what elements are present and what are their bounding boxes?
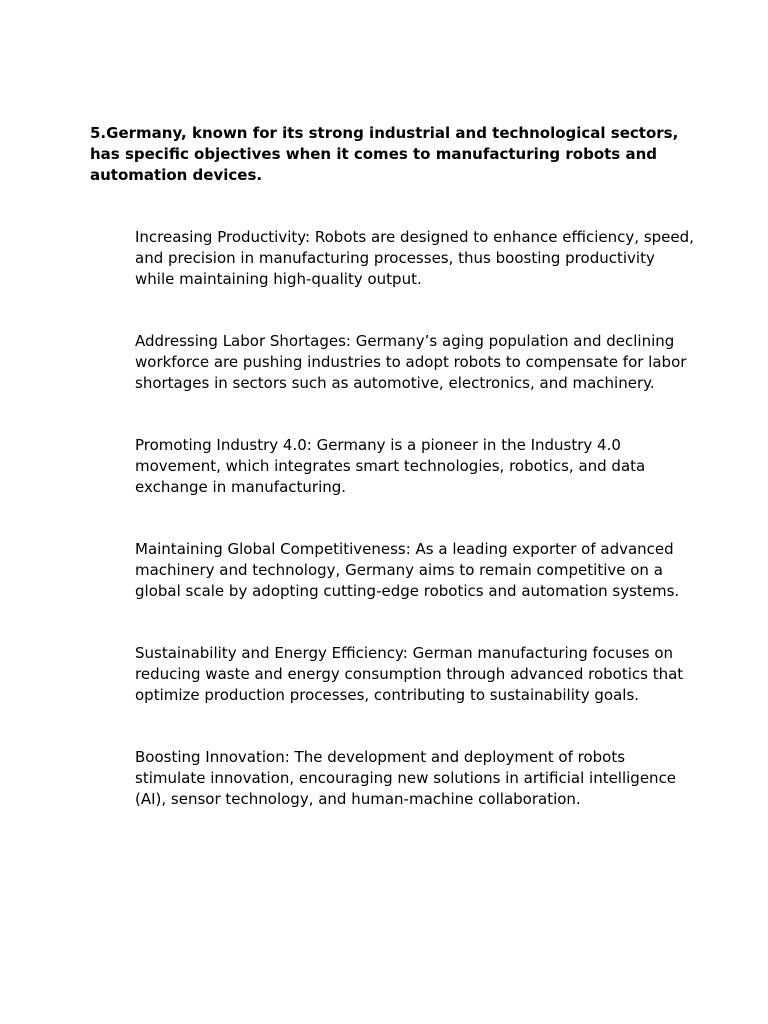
objective-item: Addressing Labor Shortages: Germany’s aging population and declining workforce are pushing industries to adopt robots to compensate for labor shortages in sectors such as automotive, electronics, and machinery.: [135, 332, 687, 392]
objective-item: Increasing Productivity: Robots are designed to enhance efficiency, speed, and precision in manufacturing processes, thus boosting productivity while maintaining high-quality output.: [135, 228, 694, 288]
objective-item: Boosting Innovation: The development and deployment of robots stimulate innovation, encouraging new solutions in artificial intelligence (AI), sensor technology, and human-machine collaboration.: [135, 748, 677, 808]
objective-item: Sustainability and Energy Efficiency: German manufacturing focuses on reducing waste and energy consumption through advanced robotics that optimize production processes, contributing to sustainability goals.: [135, 644, 684, 704]
objective-item: Maintaining Global Competitiveness: As a leading exporter of advanced machinery and technology, Germany aims to remain competitive on a global scale by adopting cutting-edge robotics and automation systems.: [135, 540, 680, 600]
section-heading: 5.Germany, known for its strong industrial and technological sectors, has specific objectives when it comes to manufacturing robots and automation devices.: [90, 124, 679, 184]
objectives-list: [135, 227, 695, 851]
objective-item: Promoting Industry 4.0: Germany is a pioneer in the Industry 4.0 movement, which integrates smart technologies, robotics, and data exchange in manufacturing.: [135, 436, 646, 496]
